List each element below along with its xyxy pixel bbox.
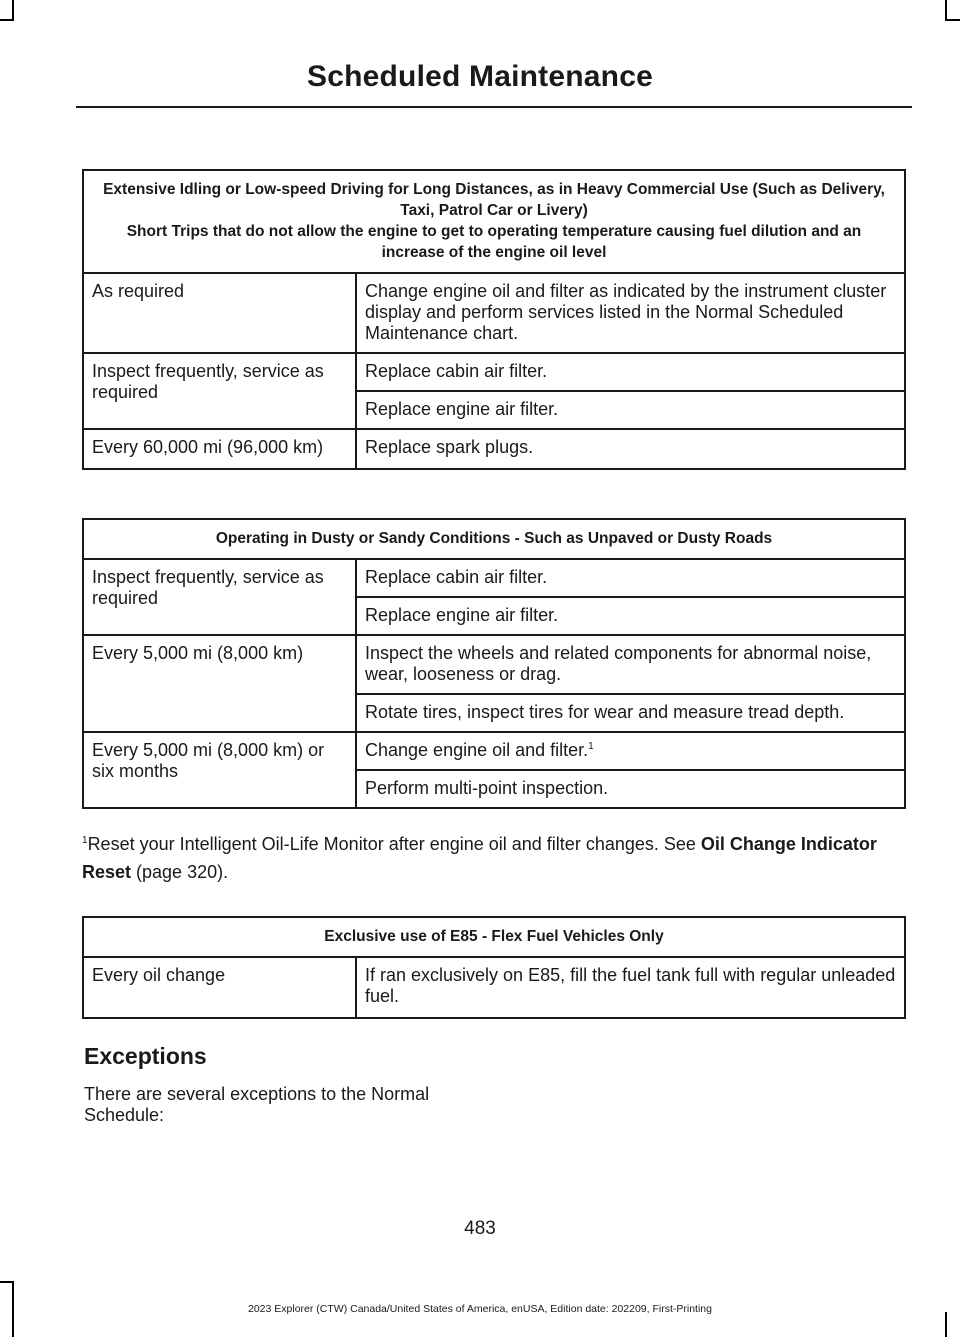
page-title: Scheduled Maintenance	[307, 60, 653, 93]
table-row	[83, 732, 905, 770]
crop-mark	[945, 1312, 947, 1337]
footnote-page-ref: (page 320).	[131, 862, 229, 882]
heading-line: Operating in Dusty or Sandy Conditions - Such as Unpaved or Dusty Roads	[215, 530, 773, 547]
task-cell: Replace engine air filter.	[356, 597, 905, 635]
table-heading	[83, 519, 905, 559]
footnote-link[interactable]: Oil Change Indicator Reset	[82, 834, 877, 882]
footnote-marker: 1	[82, 835, 88, 846]
interval-cell: Every 60,000 mi (96,000 km)	[83, 429, 356, 469]
task-cell: Perform multi-point inspection.	[356, 770, 905, 808]
task-text: Change engine oil and filter.	[365, 740, 589, 760]
crop-mark	[945, 19, 960, 21]
table-row	[83, 273, 905, 353]
table-heading-row	[83, 519, 905, 559]
section-heading: Exceptions	[84, 1043, 207, 1069]
interval-cell: Every 5,000 mi (8,000 km)	[83, 635, 356, 732]
interval-cell: Inspect frequently, service as required	[83, 353, 356, 429]
table-row	[83, 429, 905, 469]
table-row	[83, 957, 905, 1018]
crop-mark	[0, 19, 14, 21]
footnote	[82, 830, 908, 886]
crop-mark	[945, 0, 947, 20]
crop-mark	[12, 0, 14, 20]
body-paragraph: There are several exceptions to the Normal Schedule:	[84, 1084, 430, 1125]
task-cell	[356, 732, 905, 770]
table-row	[83, 559, 905, 597]
maintenance-table-idling	[82, 169, 906, 470]
interval-cell: Every oil change	[83, 957, 356, 1018]
title-rule	[76, 106, 912, 108]
task-cell: Rotate tires, inspect tires for wear and measure tread depth.	[356, 694, 905, 732]
task-cell: Inspect the wheels and related components for abnormal noise, wear, looseness or drag.	[356, 635, 905, 694]
interval-cell: Inspect frequently, service as required	[83, 559, 356, 635]
task-cell: Replace cabin air filter.	[356, 559, 905, 597]
interval-cell: As required	[83, 273, 356, 353]
footnote-text: Reset your Intelligent Oil-Life Monitor after engine oil and filter changes. See	[87, 834, 701, 854]
heading-line: Exclusive use of E85 - Flex Fuel Vehicles Only	[324, 928, 664, 945]
crop-mark	[0, 1281, 14, 1283]
footnote-marker: 1	[588, 741, 594, 752]
table-heading-row	[83, 170, 905, 273]
task-cell: Replace cabin air filter.	[356, 353, 905, 391]
table-heading-row	[83, 917, 905, 957]
heading-line: Short Trips that do not allow the engine to get to operating temperature causing fuel dilution and an increase of the engine oil level	[126, 223, 862, 261]
heading-line: Extensive Idling or Low-speed Driving for Long Distances, as in Heavy Commercial Use (Such as Delivery, Taxi, Patrol Car or Livery)	[103, 181, 885, 219]
task-cell: Replace engine air filter.	[356, 391, 905, 429]
task-cell: If ran exclusively on E85, fill the fuel tank full with regular unleaded fuel.	[356, 957, 905, 1018]
table-row	[83, 353, 905, 391]
interval-cell: Every 5,000 mi (8,000 km) or six months	[83, 732, 356, 808]
footer-text: 2023 Explorer (CTW) Canada/United States of America, enUSA, Edition date: 202209, First-Printing	[248, 1303, 712, 1315]
task-cell: Replace spark plugs.	[356, 429, 905, 469]
maintenance-table-e85	[82, 916, 906, 1019]
table-heading	[83, 170, 905, 273]
task-cell: Change engine oil and filter as indicated by the instrument cluster display and perform services listed in the Normal Scheduled Maintenance chart.	[356, 273, 905, 353]
table-heading	[83, 917, 905, 957]
maintenance-table-dusty	[82, 518, 906, 809]
table-row	[83, 635, 905, 694]
page-number: 483	[464, 1218, 496, 1239]
